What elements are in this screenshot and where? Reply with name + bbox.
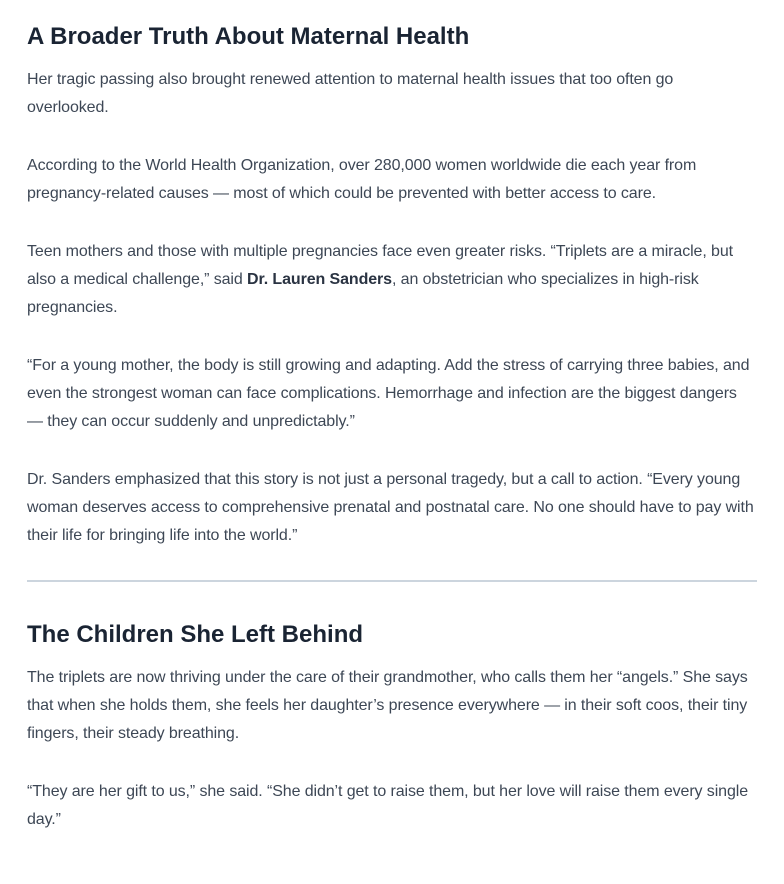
section-heading-maternal-health: A Broader Truth About Maternal Health bbox=[27, 23, 470, 50]
paragraph-call-to-action: Dr. Sanders emphasized that this story is not just a personal tragedy, but a call to action. “Every young woman deserves access to comprehensive prenatal and postnatal care. No one should have to pay with their life for bringing life into the world.” bbox=[27, 471, 754, 544]
section-maternal-health bbox=[27, 22, 757, 550]
section-children bbox=[27, 620, 757, 834]
paragraph-overlooked: Her tragic passing also brought renewed attention to maternal health issues that too often go overlooked. bbox=[27, 71, 674, 116]
paragraph-doctor-quote: “For a young mother, the body is still growing and adapting. Add the stress of carrying three babies, and even the strongest woman can face complications. Hemorrhage and infection are the biggest dangers — they can occur suddenly and unpredictably.” bbox=[27, 357, 750, 430]
paragraph-who-statistics: According to the World Health Organization, over 280,000 women worldwide die each year from pregnancy-related causes — most of which could be prevented with better access to care. bbox=[27, 157, 697, 202]
section-divider bbox=[27, 580, 757, 582]
paragraph-text-after-name: , an obstetrician who specializes in high-risk pregnancies. bbox=[27, 271, 699, 316]
section-heading-children: The Children She Left Behind bbox=[27, 621, 364, 648]
paragraph-teen-mothers bbox=[27, 238, 757, 322]
doctor-name-bold: Dr. Lauren Sanders bbox=[247, 271, 392, 288]
paragraph-grandmother-quote: “They are her gift to us,” she said. “She didn’t get to raise them, but her love will raise them every single day.” bbox=[27, 783, 748, 828]
paragraph-triplets-thriving: The triplets are now thriving under the care of their grandmother, who calls them her “angels.” She says that when she holds them, she feels her daughter’s presence everywhere — in their soft coos, their tiny fingers, their steady breathing. bbox=[27, 669, 748, 742]
paragraph-text-before-name: Teen mothers and those with multiple pregnancies face even greater risks. “Triplets are a miracle, but also a medical challenge,” said bbox=[27, 243, 733, 288]
